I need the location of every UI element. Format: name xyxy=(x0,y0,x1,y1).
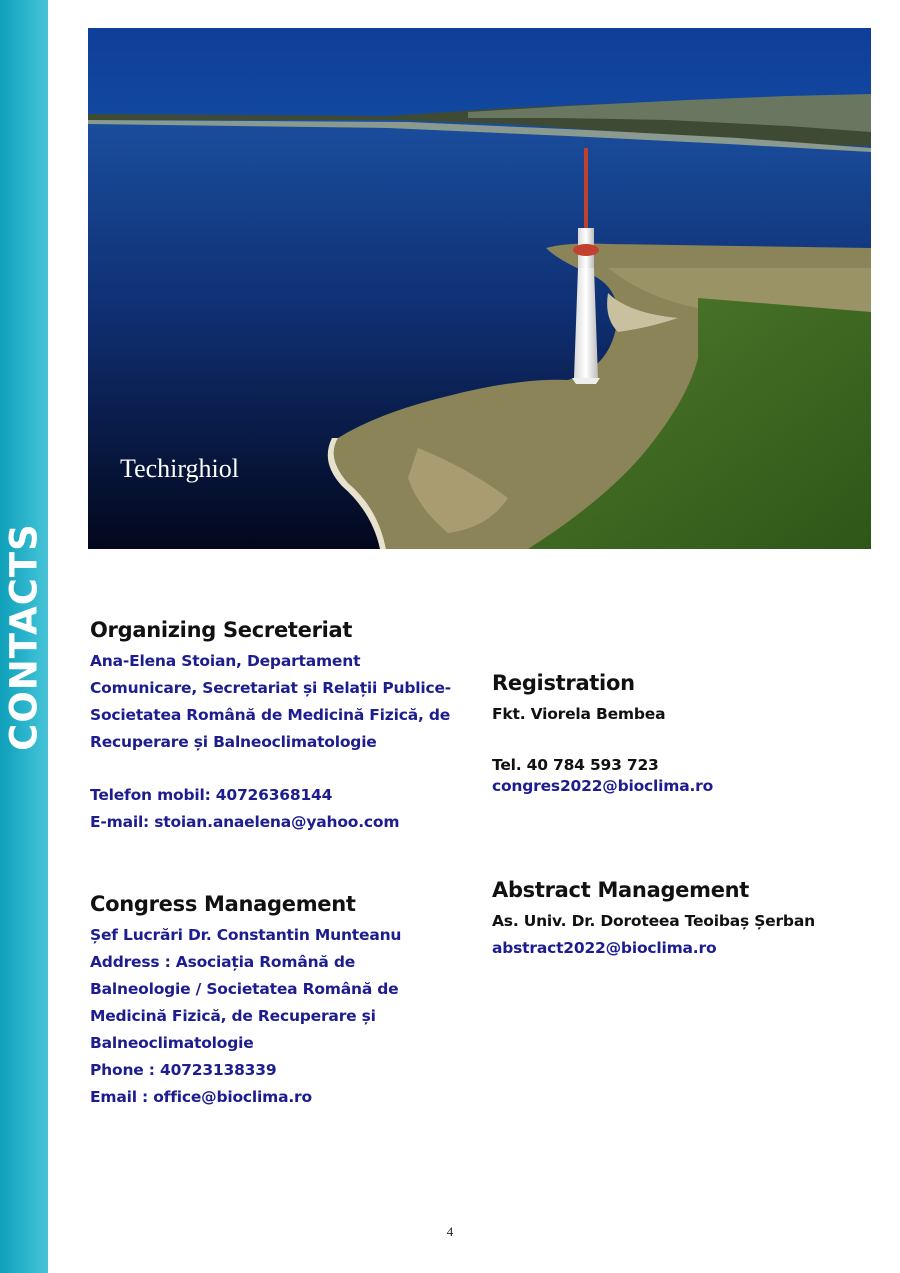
abstract-name: As. Univ. Dr. Doroteea Teoibaș Șerban xyxy=(492,912,815,930)
organizing-line: Societatea Română de Medicină Fizică, de xyxy=(90,706,451,724)
congress-line: Balneoclimatologie xyxy=(90,1034,254,1052)
sidebar-label: CONTACTS xyxy=(2,523,46,751)
congress-line: Șef Lucrări Dr. Constantin Munteanu xyxy=(90,926,402,944)
congress-line: Medicină Fizică, de Recuperare și xyxy=(90,1007,376,1025)
congress-line: Balneologie / Societatea Română de xyxy=(90,980,399,998)
techirghiol-photo xyxy=(88,28,871,549)
registration-tel: Tel. 40 784 593 723 xyxy=(492,756,659,774)
organizing-phone: Telefon mobil: 40726368144 xyxy=(90,786,333,804)
registration-title: Registration xyxy=(492,671,635,695)
page-number: 4 xyxy=(446,1224,454,1239)
abstract-section xyxy=(492,878,852,962)
congress-phone: Phone : 40723138339 xyxy=(90,1061,277,1079)
organizing-line: Comunicare, Secretariat și Relații Publice- xyxy=(90,679,451,697)
registration-email[interactable]: congres2022@bioclima.ro xyxy=(492,777,714,795)
organizing-line: Recuperare și Balneoclimatologie xyxy=(90,733,377,751)
photo-caption: Techirghiol xyxy=(120,454,240,483)
organizing-title: Organizing Secreteriat xyxy=(90,618,353,642)
organizing-email[interactable]: E-mail: stoian.anaelena@yahoo.com xyxy=(90,813,400,831)
congress-line: Address : Asociația Română de xyxy=(90,953,356,971)
organizing-line: Ana-Elena Stoian, Departament xyxy=(90,652,361,670)
congress-section xyxy=(90,892,450,1111)
congress-email[interactable]: Email : office@bioclima.ro xyxy=(90,1088,312,1106)
registration-name: Fkt. Viorela Bembea xyxy=(492,705,666,723)
registration-section xyxy=(492,671,852,796)
sidebar-band xyxy=(0,0,48,1273)
organizing-section xyxy=(90,618,450,836)
abstract-email[interactable]: abstract2022@bioclima.ro xyxy=(492,939,717,957)
abstract-title: Abstract Management xyxy=(492,878,750,902)
congress-title: Congress Management xyxy=(90,892,356,916)
